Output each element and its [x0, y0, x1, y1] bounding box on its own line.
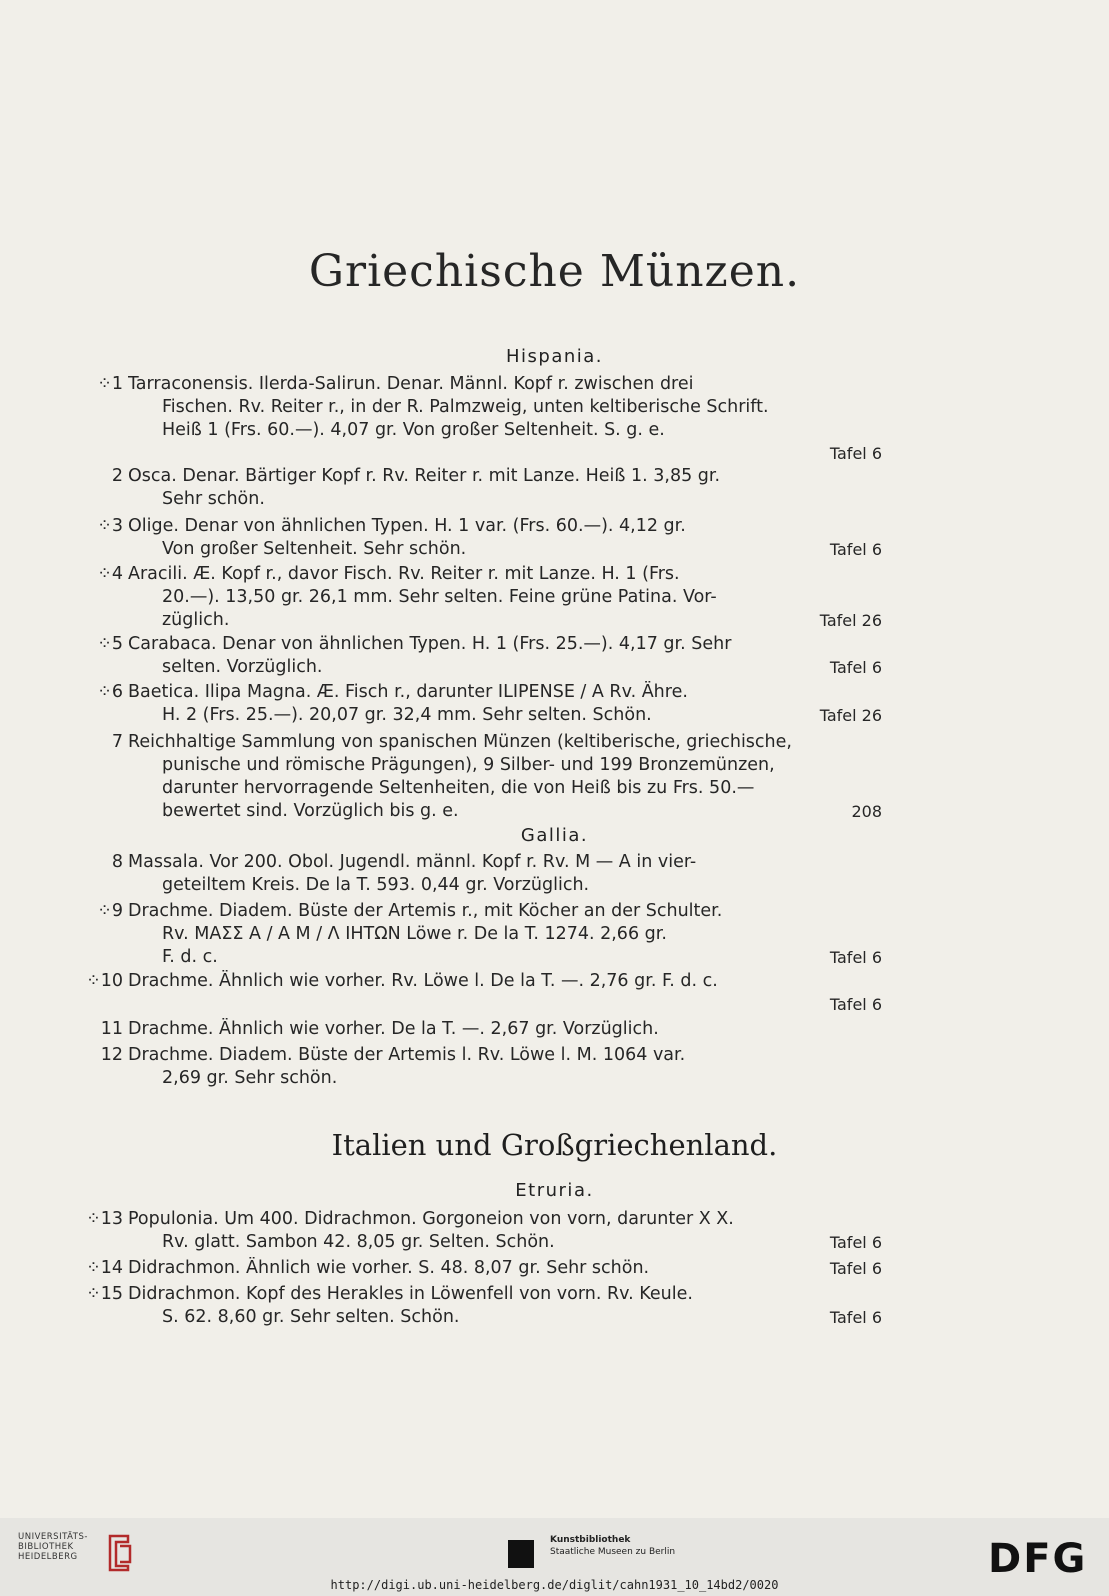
- catalog-entry: [80, 373, 890, 463]
- entry-line: Drachme. Ähnlich wie vorher. Rv. Löwe l. De la T. —. 2,76 gr. F. d. c.: [128, 971, 718, 991]
- plate-reference: Tafel 6: [829, 995, 882, 1014]
- kb-logo-line: Kunstbibliothek: [550, 1535, 631, 1545]
- footer-bar: [0, 1518, 1109, 1596]
- entry-line: Rv. ΜΑΣΣ Α / Α Μ / Λ ΙΗΤΩΝ Löwe r. De la T. 1274. 2,66 gr.: [162, 924, 667, 944]
- entry-number: 11: [100, 1019, 123, 1039]
- catalog-entry: [80, 681, 890, 727]
- subhead-etruria: Etruria.: [515, 1180, 594, 1201]
- entry-line: züglich.: [162, 610, 230, 630]
- entry-number: ⁘5: [97, 634, 123, 654]
- heidelberg-university-library-logo[interactable]: [18, 1532, 138, 1578]
- catalog-entry: [80, 731, 890, 823]
- uni-logo-line: HEIDELBERG: [18, 1552, 78, 1562]
- subhead-gallia: Gallia.: [520, 825, 589, 846]
- catalog-entry: [80, 1257, 890, 1280]
- catalog-entry: [80, 465, 890, 511]
- entry-line: Baetica. Ilipa Magna. Æ. Fisch r., darunter ILIPENSE / A Rv. Ähre.: [128, 682, 688, 702]
- entry-line: punische und römische Prägungen), 9 Silber- und 199 Bronzemünzen,: [162, 755, 775, 775]
- uni-logo-line: BIBLIOTHEK: [18, 1542, 74, 1552]
- entry-number: 7: [111, 732, 123, 752]
- entry-number: ⁘1: [97, 374, 123, 394]
- plate-reference: Tafel 6: [829, 658, 882, 677]
- entry-line: F. d. c.: [162, 947, 218, 967]
- catalog-entry: [80, 1208, 890, 1254]
- entry-line: Fischen. Rv. Reiter r., in der R. Palmzweig, unten keltiberische Schrift.: [162, 397, 769, 417]
- plate-reference: Tafel 6: [829, 948, 882, 967]
- entry-number: ⁘14: [86, 1258, 123, 1278]
- entry-line: Drachme. Diadem. Büste der Artemis l. Rv. Löwe l. M. 1064 var.: [128, 1045, 686, 1065]
- dfg-logo[interactable]: DFG: [988, 1536, 1088, 1582]
- entry-line: Didrachmon. Ähnlich wie vorher. S. 48. 8,07 gr. Sehr schön.: [128, 1258, 650, 1278]
- entry-line: Osca. Denar. Bärtiger Kopf r. Rv. Reiter r. mit Lanze. Heiß 1. 3,85 gr.: [128, 466, 721, 486]
- catalog-entry: [80, 1044, 890, 1090]
- uni-logo-text: [18, 1532, 88, 1562]
- entry-line: Von großer Seltenheit. Sehr schön.: [162, 539, 467, 559]
- entry-line: bewertet sind. Vorzüglich bis g. e.: [162, 801, 459, 821]
- uni-emblem-icon: [106, 1532, 134, 1572]
- kunstbibliothek-emblem-icon: [508, 1540, 534, 1568]
- entry-line: Rv. glatt. Sambon 42. 8,05 gr. Selten. Schön.: [162, 1232, 555, 1252]
- uni-logo-line: UNIVERSITÄTS-: [18, 1532, 88, 1542]
- entry-line: Drachme. Ähnlich wie vorher. De la T. —. 2,67 gr. Vorzüglich.: [128, 1019, 659, 1039]
- entry-line: Drachme. Diadem. Büste der Artemis r., mit Köcher an der Schulter.: [128, 901, 723, 921]
- plate-reference: Tafel 6: [829, 1233, 882, 1252]
- entry-number: 12: [100, 1045, 123, 1065]
- plate-reference: Tafel 6: [829, 444, 882, 463]
- entry-number: ⁘9: [97, 901, 123, 921]
- entry-line: darunter hervorragende Seltenheiten, die von Heiß bis zu Frs. 50.—: [162, 778, 755, 798]
- entry-number: ⁘13: [86, 1209, 123, 1229]
- entry-line: Heiß 1 (Frs. 60.—). 4,07 gr. Von großer Seltenheit. S. g. e.: [162, 420, 665, 440]
- catalog-entry: [80, 515, 890, 561]
- page-title: Griechische Münzen.: [308, 246, 801, 297]
- entry-number: ⁘10: [86, 971, 123, 991]
- entry-number: ⁘6: [97, 682, 123, 702]
- kunstbibliothek-logo[interactable]: [508, 1532, 698, 1568]
- entry-line: Tarraconensis. Ilerda-Salirun. Denar. Männl. Kopf r. zwischen drei: [128, 374, 694, 394]
- entry-line: Aracili. Æ. Kopf r., davor Fisch. Rv. Reiter r. mit Lanze. H. 1 (Frs.: [128, 564, 680, 584]
- entry-line: Populonia. Um 400. Didrachmon. Gorgoneion von vorn, darunter X X.: [128, 1209, 734, 1229]
- kb-logo-text: [550, 1534, 675, 1558]
- catalog-entry: [80, 563, 890, 633]
- entry-number: 8: [111, 852, 123, 872]
- entry-line: S. 62. 8,60 gr. Sehr selten. Schön.: [162, 1307, 460, 1327]
- entry-line: Massala. Vor 200. Obol. Jugendl. männl. Kopf r. Rv. M — A in vier-: [128, 852, 697, 872]
- catalog-entry: [80, 900, 890, 970]
- entry-line: Carabaca. Denar von ähnlichen Typen. H. 1 (Frs. 25.—). 4,17 gr. Sehr: [128, 634, 732, 654]
- plate-reference: Tafel 6: [829, 1308, 882, 1327]
- subhead-hispania: Hispania.: [505, 346, 604, 367]
- catalog-entry: [80, 633, 890, 679]
- entry-line: Didrachmon. Kopf des Herakles in Löwenfell von vorn. Rv. Keule.: [128, 1284, 693, 1304]
- catalog-entry: [80, 1018, 890, 1041]
- plate-reference: Tafel 6: [829, 540, 882, 559]
- entry-line: 2,69 gr. Sehr schön.: [162, 1068, 338, 1088]
- entry-line: selten. Vorzüglich.: [162, 657, 323, 677]
- section-title-italien: Italien und Großgriechenland.: [331, 1128, 778, 1162]
- plate-reference: 208: [851, 802, 882, 821]
- entry-number: ⁘3: [97, 516, 123, 536]
- catalog-entry: [80, 970, 890, 1016]
- entry-line: Sehr schön.: [162, 489, 265, 509]
- entry-line: Olige. Denar von ähnlichen Typen. H. 1 var. (Frs. 60.—). 4,12 gr.: [128, 516, 686, 536]
- kb-logo-line: Staatliche Museen zu Berlin: [550, 1547, 676, 1557]
- entry-number: 2: [111, 466, 123, 486]
- entry-number: ⁘15: [86, 1284, 123, 1304]
- entry-line: 20.—). 13,50 gr. 26,1 mm. Sehr selten. Feine grüne Patina. Vor-: [162, 587, 717, 607]
- plate-reference: Tafel 26: [819, 611, 882, 630]
- plate-reference: Tafel 26: [819, 706, 882, 725]
- entry-line: H. 2 (Frs. 25.—). 20,07 gr. 32,4 mm. Sehr selten. Schön.: [162, 705, 652, 725]
- catalog-entry: [80, 851, 890, 897]
- entry-line: Reichhaltige Sammlung von spanischen Münzen (keltiberische, griechische,: [128, 732, 792, 752]
- entry-number: ⁘4: [97, 564, 123, 584]
- plate-reference: Tafel 6: [829, 1259, 882, 1278]
- source-url-link[interactable]: http://digi.ub.uni-heidelberg.de/diglit/cahn1931_10_14bd2/0020: [330, 1578, 779, 1592]
- catalog-entry: [80, 1283, 890, 1329]
- entry-line: geteiltem Kreis. De la T. 593. 0,44 gr. Vorzüglich.: [162, 875, 590, 895]
